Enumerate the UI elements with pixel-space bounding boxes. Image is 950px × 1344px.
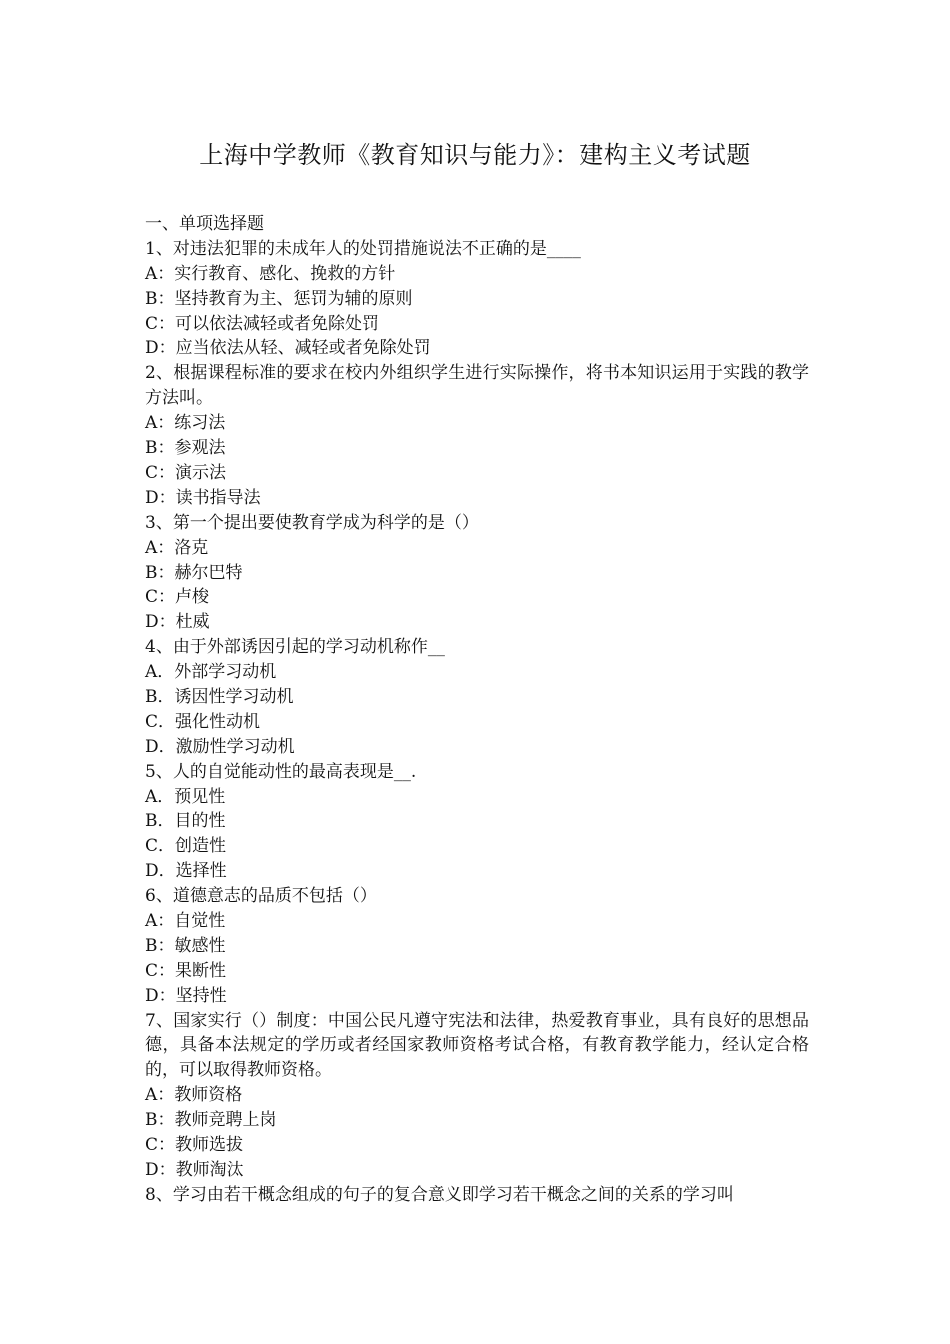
question-option: B：赫尔巴特 — [145, 562, 243, 583]
question-option: B：参观法 — [145, 438, 226, 459]
question-stem: 4、由于外部诱因引起的学习动机称作__ — [145, 637, 445, 658]
question-option: B：敏感性 — [145, 935, 226, 956]
question-stem: 1、对违法犯罪的未成年人的处罚措施说法不正确的是____ — [145, 238, 581, 259]
question-option: B：教师竞聘上岗 — [145, 1110, 277, 1131]
question-stem: 2、根据课程标准的要求在校内外组织学生进行实际操作，将书本知识运用于实践的教学方法叫。 — [145, 363, 809, 409]
question-option: C．创造性 — [145, 836, 227, 857]
question-stem: 6、道德意志的品质不包括（） — [145, 886, 377, 907]
question-option: B．目的性 — [145, 811, 226, 832]
question-option: A．外部学习动机 — [145, 662, 277, 683]
question-option: C．强化性动机 — [145, 711, 261, 732]
question-option: C：卢梭 — [145, 587, 210, 608]
question-option: A：教师资格 — [145, 1085, 243, 1106]
question-option: A：洛克 — [145, 537, 209, 558]
question-stem: 8、学习由若干概念组成的句子的复合意义即学习若干概念之间的关系的学习叫 — [145, 1184, 734, 1205]
question-stem: 7、国家实行（）制度：中国公民凡遵守宪法和法律，热爱教育事业，具有良好的思想品德，具备本法规定的学历或者经国家教师资格考试合格，有教育教学能力，经认定合格的，可以取得教师资格。 — [145, 1010, 809, 1081]
question-option: C：可以依法减轻或者免除处罚 — [145, 313, 380, 334]
document-title: 上海中学教师《教育知识与能力》：建构主义考试题 — [199, 141, 751, 169]
question-option: C：演示法 — [145, 462, 227, 483]
question-stem: 5、人的自觉能动性的最高表现是__. — [145, 761, 417, 782]
question-option: D．激励性学习动机 — [145, 736, 295, 757]
question-option: D：应当依法从轻、减轻或者免除处罚 — [145, 338, 431, 359]
question-option: C：果断性 — [145, 960, 227, 981]
question-option: A．预见性 — [145, 786, 226, 807]
question-option: A：自觉性 — [145, 910, 226, 931]
question-option: D：教师淘汰 — [145, 1159, 244, 1180]
question-option: D：杜威 — [145, 612, 210, 633]
question-stem: 3、第一个提出要使教育学成为科学的是（） — [145, 512, 479, 533]
question-option: D．选择性 — [145, 861, 227, 882]
question-option: B．诱因性学习动机 — [145, 686, 294, 707]
question-option: A：练习法 — [145, 413, 226, 434]
document-body — [145, 212, 809, 1208]
question-option: B：坚持教育为主、惩罚为辅的原则 — [145, 288, 413, 309]
question-option: D：坚持性 — [145, 985, 227, 1006]
question-option: C：教师选拔 — [145, 1135, 244, 1156]
question-option: D：读书指导法 — [145, 487, 261, 508]
section-heading: 一、单项选择题 — [145, 214, 264, 234]
question-option: A：实行教育、感化、挽救的方针 — [145, 263, 396, 284]
